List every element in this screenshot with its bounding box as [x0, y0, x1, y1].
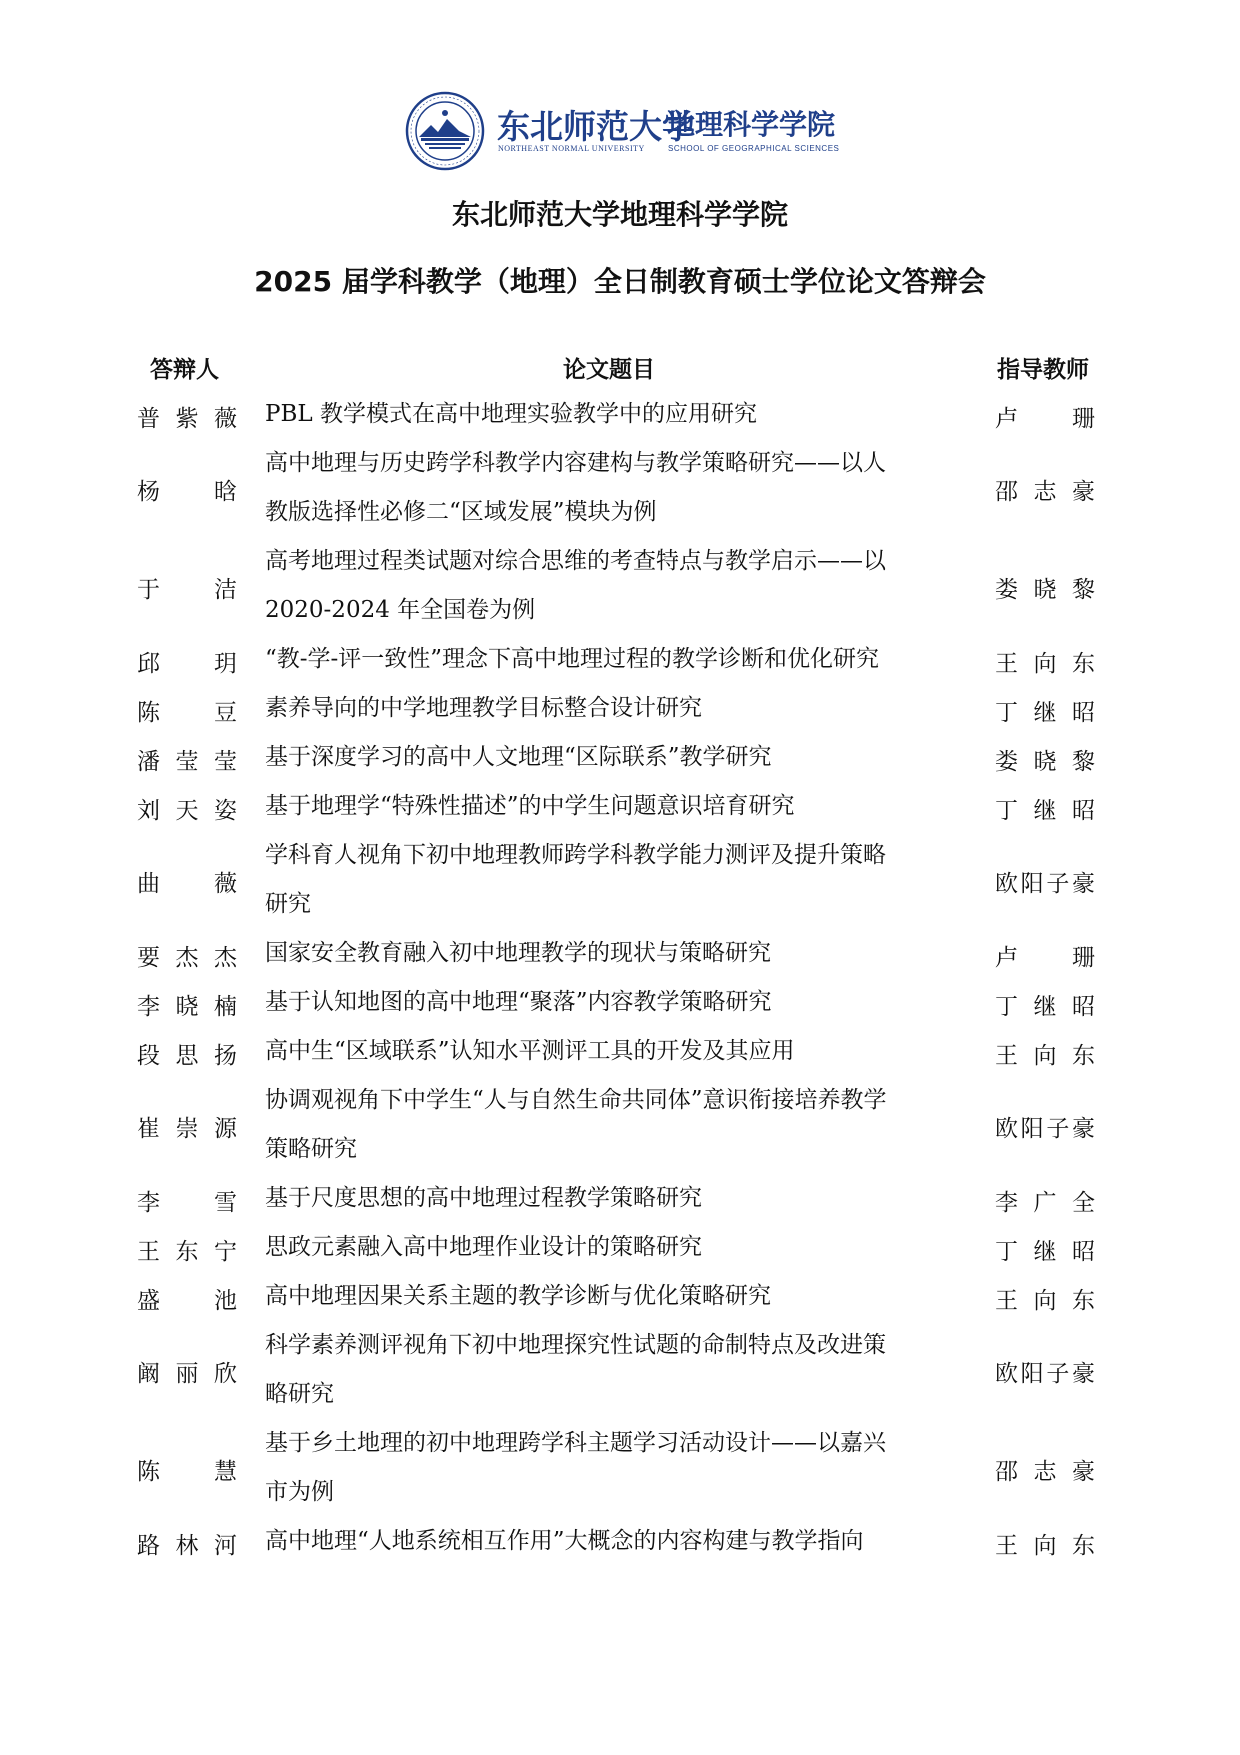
- thesis-title: [265, 1174, 965, 1223]
- defender-name: 于洁: [137, 577, 237, 603]
- thesis-title: [265, 1517, 965, 1566]
- advisor-name: 王向东: [995, 1287, 1095, 1314]
- thesis-title-line: 基于乡土地理的初中地理跨学科主题学习活动设计——以嘉兴: [265, 1430, 886, 1456]
- thesis-title: [265, 1321, 965, 1419]
- advisor-name: 邵志豪: [995, 479, 1095, 505]
- thesis-title-line: 教版选择性必修二“区域发展”模块为例: [265, 499, 657, 525]
- thesis-title-line: 协调观视角下中学生“人与自然生命共同体”意识衔接培养教学: [265, 1087, 887, 1113]
- advisor-name: 娄晓黎: [995, 748, 1095, 775]
- thesis-title: [265, 390, 965, 439]
- table-row: [0, 929, 1240, 978]
- thesis-title: [265, 1419, 965, 1517]
- defender-name: 陈豆: [137, 699, 237, 726]
- column-header-thesis-title: 论文题目: [563, 357, 655, 383]
- advisor-name: 欧阳子豪: [995, 1116, 1095, 1142]
- table-row: [0, 1517, 1240, 1566]
- defender-name: 王东宁: [137, 1238, 237, 1265]
- thesis-title-line: 2020-2024 年全国卷为例: [265, 597, 536, 623]
- thesis-title-line: 基于地理学“特殊性描述”的中学生问题意识培育研究: [265, 793, 795, 819]
- thesis-title: [265, 439, 965, 537]
- advisor-name: 王向东: [995, 1532, 1095, 1559]
- defender-name: 路林河: [137, 1532, 237, 1559]
- thesis-title-line: 基于深度学习的高中人文地理“区际联系”教学研究: [265, 744, 772, 770]
- advisor-name: 欧阳子豪: [995, 871, 1095, 897]
- thesis-title: [265, 1272, 965, 1321]
- defender-name: 刘天姿: [137, 797, 237, 824]
- defender-name: 曲薇: [137, 871, 237, 897]
- advisor-name: 卢珊: [995, 405, 1095, 432]
- advisor-name: 丁继昭: [995, 797, 1095, 824]
- defender-name: 李雪: [137, 1189, 237, 1216]
- thesis-title-line: 基于认知地图的高中地理“聚落”内容教学策略研究: [265, 989, 772, 1015]
- table-row: [0, 1272, 1240, 1321]
- advisor-name: 丁继昭: [995, 699, 1095, 726]
- page-subtitle: 2025 届学科教学（地理）全日制教育硕士学位论文答辩会: [254, 265, 986, 298]
- advisor-name: 李广全: [995, 1189, 1095, 1216]
- thesis-title-line: 市为例: [265, 1479, 334, 1505]
- thesis-title-line: 科学素养测评视角下初中地理探究性试题的命制特点及改进策: [265, 1332, 886, 1358]
- logo-school-name: 地理科学学院: [667, 108, 836, 141]
- table-row: [0, 978, 1240, 1027]
- thesis-title: [265, 929, 965, 978]
- thesis-title: [265, 831, 965, 929]
- logo-school-english: SCHOOL OF GEOGRAPHICAL SCIENCES: [668, 144, 840, 153]
- table-row: [0, 390, 1240, 439]
- thesis-title-line: 基于尺度思想的高中地理过程教学策略研究: [265, 1185, 702, 1211]
- thesis-title-line: 国家安全教育融入初中地理教学的现状与策略研究: [265, 940, 771, 966]
- thesis-title-line: 思政元素融入高中地理作业设计的策略研究: [265, 1234, 702, 1260]
- table-row: [0, 684, 1240, 733]
- table-row: [0, 1223, 1240, 1272]
- advisor-name: 邵志豪: [995, 1459, 1095, 1485]
- thesis-title-line: 高中地理“人地系统相互作用”大概念的内容构建与教学指向: [265, 1528, 864, 1554]
- thesis-title-line: “教-学-评一致性”理念下高中地理过程的教学诊断和优化研究: [265, 646, 880, 672]
- defender-name: 崔崇源: [137, 1116, 237, 1142]
- defender-name: 邱玥: [137, 650, 237, 677]
- thesis-title-line: 高中地理与历史跨学科教学内容建构与教学策略研究——以人: [265, 450, 886, 476]
- advisor-name: 丁继昭: [995, 993, 1095, 1020]
- defender-name: 阚丽欣: [137, 1361, 237, 1387]
- table-row: [0, 782, 1240, 831]
- thesis-title: [265, 1223, 965, 1272]
- logo-university-english: NORTHEAST NORMAL UNIVERSITY: [498, 144, 645, 153]
- thesis-title-line: 策略研究: [265, 1136, 357, 1162]
- column-header-advisor: 指导教师: [997, 357, 1089, 383]
- table-row: [0, 1419, 1240, 1517]
- table-row: [0, 1076, 1240, 1174]
- thesis-title: [265, 782, 965, 831]
- table-row: [0, 733, 1240, 782]
- page-title: 东北师范大学地理科学学院: [451, 198, 788, 231]
- defender-name: 普紫薇: [137, 405, 237, 432]
- defender-name: 段思扬: [137, 1042, 237, 1069]
- table-row: [0, 537, 1240, 635]
- defender-name: 陈慧: [137, 1459, 237, 1485]
- thesis-title: [265, 1076, 965, 1174]
- table-row: [0, 1027, 1240, 1076]
- thesis-title: [265, 684, 965, 733]
- defender-name: 盛池: [137, 1287, 237, 1314]
- advisor-name: 卢珊: [995, 944, 1095, 971]
- advisor-name: 丁继昭: [995, 1238, 1095, 1265]
- defender-name: 李晓楠: [137, 993, 237, 1020]
- thesis-title-line: 高考地理过程类试题对综合思维的考查特点与教学启示——以: [265, 548, 886, 574]
- thesis-title: [265, 537, 965, 635]
- thesis-title: [265, 1027, 965, 1076]
- thesis-title: [265, 978, 965, 1027]
- table-row: [0, 1321, 1240, 1419]
- defender-name: 杨晗: [137, 479, 237, 505]
- university-logo: [405, 91, 845, 171]
- thesis-title-line: 略研究: [265, 1381, 334, 1407]
- defender-name: 潘莹莹: [137, 748, 237, 775]
- thesis-title-line: 高中地理因果关系主题的教学诊断与优化策略研究: [265, 1283, 771, 1309]
- thesis-title-line: PBL 教学模式在高中地理实验教学中的应用研究: [265, 401, 757, 427]
- thesis-title-line: 研究: [265, 891, 311, 917]
- thesis-title-line: 高中生“区域联系”认知水平测评工具的开发及其应用: [265, 1038, 795, 1064]
- advisor-name: 娄晓黎: [995, 577, 1095, 603]
- table-row: [0, 1174, 1240, 1223]
- column-header-defender: 答辩人: [150, 357, 219, 383]
- advisor-name: 欧阳子豪: [995, 1361, 1095, 1387]
- thesis-title: [265, 733, 965, 782]
- advisor-name: 王向东: [995, 1042, 1095, 1069]
- table-row: [0, 439, 1240, 537]
- logo-university-name: 东北师范大学: [497, 107, 695, 146]
- defender-name: 要杰杰: [137, 944, 237, 971]
- university-seal-icon: [405, 91, 485, 171]
- thesis-title: [265, 635, 965, 684]
- table-row: [0, 831, 1240, 929]
- table-row: [0, 635, 1240, 684]
- thesis-title-line: 学科育人视角下初中地理教师跨学科教学能力测评及提升策略: [265, 842, 886, 868]
- advisor-name: 王向东: [995, 650, 1095, 677]
- thesis-title-line: 素养导向的中学地理教学目标整合设计研究: [265, 695, 702, 721]
